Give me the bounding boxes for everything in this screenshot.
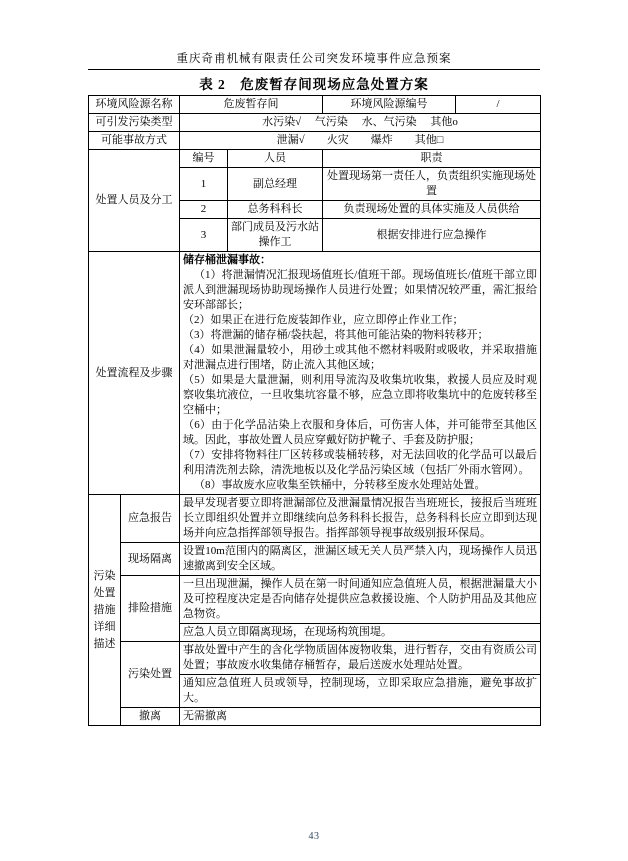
row-accident-mode xyxy=(89,132,541,150)
procedure-steps-cell xyxy=(180,252,541,495)
row-measure-report xyxy=(89,495,541,543)
emergency-response-table xyxy=(88,95,541,726)
accident-mode-options: 泄漏√ 火灾 爆炸 其他□ xyxy=(180,132,541,150)
row-risk-source xyxy=(89,96,541,114)
measure-text-risk-removal-2: 应急人员立即隔离现场，在现场构筑围堤。 xyxy=(180,624,541,642)
personnel-person: 副总经理 xyxy=(228,168,323,201)
document-header: 重庆奇甫机械有限责任公司突发环境事件应急预案 xyxy=(88,50,540,70)
personnel-no: 1 xyxy=(180,168,228,201)
row-measure-risk-removal xyxy=(89,576,541,624)
procedure-section-label: 处置流程及步骤 xyxy=(89,252,180,495)
pollution-type-options: 水污染√ 气污染 水、气污染 其他o xyxy=(180,114,541,132)
measure-label-isolation: 现场隔离 xyxy=(121,543,180,576)
measure-text-evacuation: 无需撤离 xyxy=(180,708,541,726)
pollution-type-label: 可引发污染类型 xyxy=(89,114,180,132)
row-personnel-header xyxy=(89,150,541,168)
personnel-duty: 负责现场处置的具体实施及人员供给 xyxy=(323,201,541,219)
risk-source-no-value: / xyxy=(456,96,541,114)
personnel-duty: 根据安排进行应急操作 xyxy=(323,219,541,252)
personnel-duty: 处置现场第一责任人，负责组织实施现场处置 xyxy=(323,168,541,201)
measure-label-evacuation: 撤离 xyxy=(121,708,180,726)
procedure-step: （3）将泄漏的储存桶/袋扶起，将其他可能沾染的物料转移开； xyxy=(183,329,489,341)
content-area xyxy=(88,50,540,726)
row-measure-isolation xyxy=(89,543,541,576)
procedure-heading: 储存桶泄漏事故： xyxy=(183,254,271,266)
risk-source-name-value: 危废暂存间 xyxy=(180,96,323,114)
measure-label-risk-removal: 排险措施 xyxy=(121,576,180,642)
risk-source-name-label: 环境风险源名称 xyxy=(89,96,180,114)
row-pollution-type xyxy=(89,114,541,132)
measure-text-isolation: 设置10m范围内的隔离区，泄漏区域无关人员严禁入内，现场操作人员迅速撤离到安全区域。 xyxy=(180,543,541,576)
procedure-step: （7）安排将物料往厂区转移或装桶转移，对无法回收的化学品可以最后利用清洗剂去除，清洗地板以及化学品污染区域（包括厂外雨水管网）。 xyxy=(183,449,537,476)
measures-section-label: 污染处置措施详细描述 xyxy=(89,495,121,726)
procedure-step: （8）事故废水应收集至铁桶中，分转移至废水处理站处置。 xyxy=(194,479,486,491)
procedure-step: （4）如果泄漏量较小，用砂土或其他不燃材料吸附或吸收，并采取措施对泄漏点进行围堵，防止流入其他区域； xyxy=(183,344,537,371)
personnel-col-person: 人员 xyxy=(228,150,323,168)
measure-label-pollution-disposal: 污染处置 xyxy=(121,642,180,708)
accident-mode-label: 可能事故方式 xyxy=(89,132,180,150)
measure-text-pollution-disposal-1: 事故处置中产生的含化学物质固体废物收集，进行暂存，交由有资质公司处置；事故废水收集储存桶暂存，最后送废水处理站处置。 xyxy=(180,642,541,675)
measure-text-report: 最早发现者要立即将泄漏部位及泄漏量情况报告当班班长，接报后当班班长立即组织处置并立即继续向总务科科长报告，总务科科长应立即到达现场并向应急指挥部领导报告。指挥部领导视事故级别报环保局。 xyxy=(180,495,541,543)
personnel-col-no: 编号 xyxy=(180,150,228,168)
measure-text-pollution-disposal-2: 通知应急值班人员或领导，控制现场，立即采取应急措施，避免事故扩大。 xyxy=(180,675,541,708)
procedure-step: （5）如果是大量泄漏，则利用导流沟及收集坑收集，救援人员应及时观察收集坑液位，一旦收集坑容量不够，应急立即将收集坑中的危废转移至空桶中； xyxy=(183,374,537,416)
personnel-section-label: 处置人员及分工 xyxy=(89,150,180,252)
row-measure-pollution-disposal xyxy=(89,642,541,675)
procedure-step: （6）由于化学品沾染上衣服和身体后，可伤害人体，并可能带至其他区域。因此，事故处置人员应穿戴好防护靴子、手套及防护服； xyxy=(183,419,537,446)
risk-source-no-label: 环境风险源编号 xyxy=(323,96,456,114)
row-measure-evacuation xyxy=(89,708,541,726)
measure-text-risk-removal-1: 一旦出现泄漏，操作人员在第一时间通知应急值班人员，根据泄漏量大小及可控程度决定是否向储存处提供应急救援设施、个人防护用品及其他应急物资。 xyxy=(180,576,541,624)
personnel-person: 部门成员及污水站操作工 xyxy=(228,219,323,252)
table-title: 表 2 危废暂存间现场应急处置方案 xyxy=(199,77,429,92)
personnel-person: 总务科科长 xyxy=(228,201,323,219)
personnel-col-duty: 职责 xyxy=(323,150,541,168)
row-procedure xyxy=(89,252,541,495)
page-number: 43 xyxy=(308,831,320,842)
measure-label-report: 应急报告 xyxy=(121,495,180,543)
personnel-no: 2 xyxy=(180,201,228,219)
procedure-step: （2）如果正在进行危废装卸作业，应立即停止作业工作； xyxy=(183,314,464,326)
personnel-no: 3 xyxy=(180,219,228,252)
procedure-step: （1）将泄漏情况汇报现场值班长/值班干部。现场值班长/值班干部立即派人到泄漏现场协助现场操作人员进行处置；如果情况较严重，需汇报给安环部部长； xyxy=(183,269,537,311)
